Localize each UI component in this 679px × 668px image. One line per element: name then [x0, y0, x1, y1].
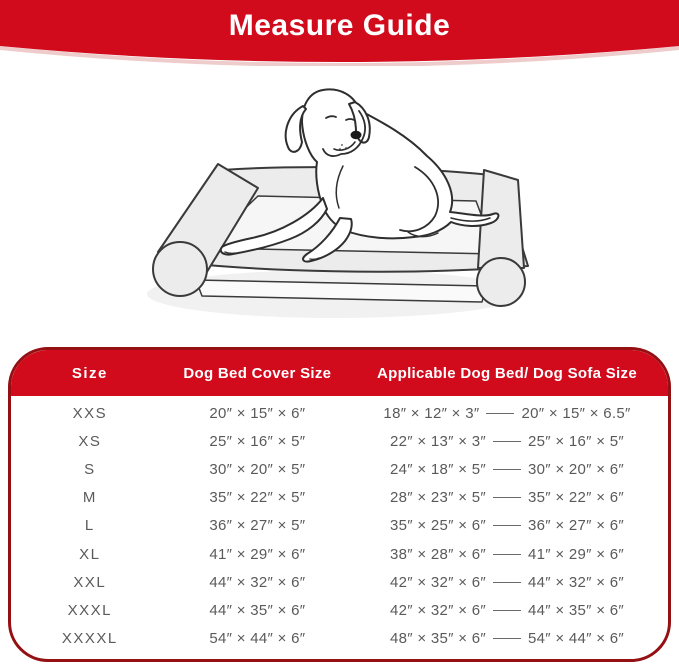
table-row [11, 484, 668, 512]
left-bolster-cap [153, 242, 207, 296]
cell-size: XXS [72, 404, 108, 422]
cell-applicable-size [346, 489, 668, 506]
range-dash [493, 638, 521, 639]
cell-applicable-size [346, 517, 668, 534]
cell-cover-size: 36″ × 27″ × 5″ [209, 517, 306, 535]
cell-cover-size: 20″ × 15″ × 6″ [209, 404, 306, 422]
table-row [11, 399, 668, 427]
dog-bed-illustration [130, 70, 550, 330]
range-dash [493, 441, 521, 442]
applicable-max: 41″ × 29″ × 6″ [528, 545, 625, 563]
table-row [11, 597, 668, 625]
table-row [11, 540, 668, 568]
applicable-min: 24″ × 18″ × 5″ [389, 461, 486, 479]
cell-cover-size: 41″ × 29″ × 6″ [209, 545, 306, 563]
table-row [11, 512, 668, 540]
table-body [11, 396, 668, 659]
cell-cover-size: 54″ × 44″ × 6″ [209, 630, 306, 648]
table-row [11, 455, 668, 483]
cell-cover-size: 25″ × 16″ × 5″ [209, 432, 306, 450]
range-dash [493, 582, 521, 583]
applicable-min: 48″ × 35″ × 6″ [389, 630, 486, 648]
range-dash [493, 469, 521, 470]
cell-size: XS [78, 432, 102, 450]
cell-applicable-size [346, 630, 668, 647]
banner [0, 0, 679, 66]
range-dash [493, 610, 521, 611]
table-row [11, 568, 668, 596]
size-table [8, 347, 671, 662]
applicable-max: 44″ × 35″ × 6″ [528, 602, 625, 620]
dog-body [302, 89, 498, 238]
applicable-max: 44″ × 32″ × 6″ [528, 573, 625, 591]
cell-applicable-size [346, 602, 668, 619]
table-row [11, 625, 668, 653]
applicable-max: 54″ × 44″ × 6″ [528, 630, 625, 648]
cell-size: XXXXL [61, 630, 118, 648]
cell-size: XXL [73, 573, 107, 591]
cell-cover-size: 30″ × 20″ × 5″ [209, 461, 306, 479]
dog-whisker-dot [345, 147, 347, 149]
dog-whisker-dot [341, 144, 343, 146]
applicable-min: 42″ × 32″ × 6″ [389, 573, 486, 591]
dog-whisker-dot [339, 148, 341, 150]
applicable-max: 35″ × 22″ × 6″ [528, 489, 625, 507]
dog-on-bed-drawing [130, 70, 550, 330]
page-title: Measure Guide [228, 9, 451, 42]
column-header-applicable-size: Applicable Dog Bed/ Dog Sofa Size [377, 364, 637, 382]
applicable-max: 20″ × 15″ × 6.5″ [521, 404, 631, 422]
range-dash [486, 413, 514, 414]
applicable-max: 30″ × 20″ × 6″ [528, 461, 625, 479]
applicable-min: 28″ × 23″ × 5″ [389, 489, 486, 507]
cell-cover-size: 44″ × 35″ × 6″ [209, 602, 306, 620]
applicable-max: 36″ × 27″ × 6″ [528, 517, 625, 535]
cell-cover-size: 44″ × 32″ × 6″ [209, 573, 306, 591]
table-row [11, 427, 668, 455]
range-dash [493, 497, 521, 498]
cell-applicable-size [346, 546, 668, 563]
applicable-min: 35″ × 25″ × 6″ [389, 517, 486, 535]
applicable-min: 22″ × 13″ × 3″ [389, 432, 486, 450]
cell-size: XL [79, 545, 101, 563]
cell-cover-size: 35″ × 22″ × 5″ [209, 489, 306, 507]
cell-applicable-size [346, 461, 668, 478]
range-dash [493, 525, 521, 526]
cell-size: M [82, 489, 97, 507]
applicable-min: 18″ × 12″ × 3″ [383, 404, 480, 422]
cell-applicable-size [346, 574, 668, 591]
column-header-cover-size: Dog Bed Cover Size [183, 364, 332, 382]
applicable-min: 38″ × 28″ × 6″ [389, 545, 486, 563]
cell-size: XXXL [67, 602, 113, 620]
applicable-max: 25″ × 16″ × 5″ [528, 432, 625, 450]
column-header-size: Size [71, 364, 108, 382]
range-dash [493, 554, 521, 555]
right-bolster-cap [477, 258, 525, 306]
dog-nose [350, 131, 361, 139]
cell-applicable-size [346, 405, 668, 422]
cell-applicable-size [346, 433, 668, 450]
table-header [11, 350, 668, 396]
cell-size: S [84, 461, 96, 479]
applicable-min: 42″ × 32″ × 6″ [389, 602, 486, 620]
cell-size: L [84, 517, 95, 535]
